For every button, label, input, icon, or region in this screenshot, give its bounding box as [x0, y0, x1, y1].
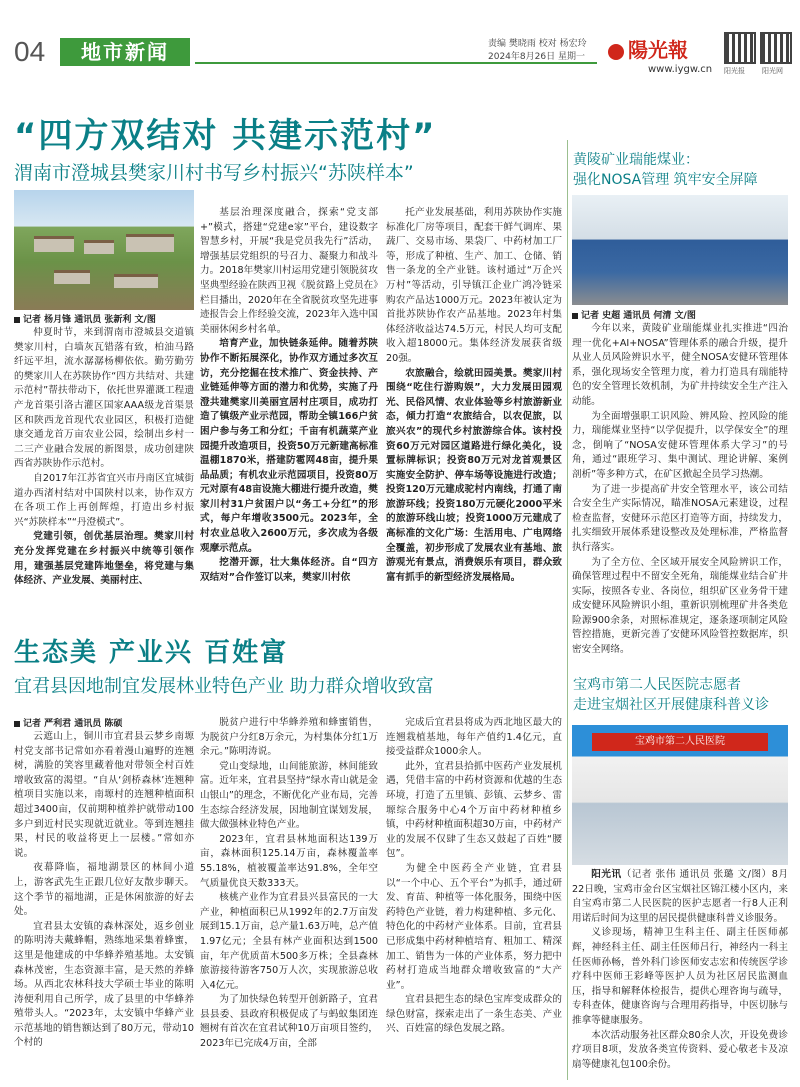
paragraph: 党建引领，创优基层治理。樊家川村充分发挥党建在乡村振兴中统等引领作用，建强基层党建阵地堡垒，将党建与集体经济、产业发展、美丽村庄、: [14, 531, 194, 587]
clinic-volunteers-photo: [572, 725, 788, 865]
qr-code-icon: [760, 32, 792, 64]
paragraph: 完成后宜君县将成为西北地区最大的连翘栽植基地，每年产值约1.4亿元，直接受益群众1000余人。: [386, 717, 562, 758]
paragraph: 宜君县把生态的绿色宝库变成群众的绿色财富，探索走出了一条生态美、产业兴、百姓富的绿色发展之路。: [386, 994, 562, 1035]
paragraph: 挖潜开源，壮大集体经济。自“四方双结对”合作签订以来，樊家川村依: [200, 557, 378, 583]
paragraph: 为全面增强职工识风险、辨风险、控风险的能力，瑞能煤业坚持“以学促提升，以学保安全”的理念，倒响了“NOSA安健环管理体系大学习”的号角，通过“跟班学习、集中测试、理论讲解、案例剖析”等多种方式，在矿区掀起全员学习热潮。: [572, 410, 788, 480]
caption-text: （记者 张伟 通讯员 张璐 文/图）8月22日晚，宝鸡市金台区宝烟社区锦江楼小区内，来自宝鸡市第二人民医院的医护志愿者一行8人正利用诺后时间为这里的居民提供健康科普义诊服务。: [572, 869, 788, 924]
story2-headline: 生态美 产业兴 百姓富: [14, 638, 289, 668]
site-url[interactable]: www.iygw.cn: [648, 64, 713, 75]
caption-prefix: 阳光讯: [591, 869, 622, 880]
paragraph: 宜君县太安镇的森林深处，返乡创业的陈明涛夫戴蜂帽，熟练地采集着蜂蜜，这里是他建成的中华蜂养殖基地。太安镇森林茂密，生态资源丰富，是天然的养蜂场。从西北农林科技大学硕士毕业的陈明涛便利用自己所学，成了县里的中华蜂养殖带头人。“2023年，太安镇中华蜂产业示范基地的销售额达到了80万元，带动10个村的: [14, 920, 194, 1049]
paragraph: [572, 868, 788, 926]
village-aerial-photo: [14, 190, 194, 310]
paragraph: 基层治理深度融合，探索“党支部+”模式，搭建“党建e家”平台，建设数字智慧乡村，开展“我是党员我先行”活动，增强基层党组织的号召力、凝聚力和战斗力。2018年樊家川村运用党建引领脱贫攻坚典型经验在陕西卫视《脱贫路上党员在》栏目播出，2020年在全省脱贫攻坚先进事迹报告会上作经验交流，2023年入选中国美丽休闲乡村名单。: [200, 207, 378, 335]
story1-headline: “四方双结对 共建示范村”: [14, 116, 437, 156]
hospital-banner: 宝鸡市第二人民医院: [592, 733, 768, 751]
story1-column-3: [386, 206, 562, 616]
paragraph: 义诊现场，精神卫生科主任、副主任医师郝辉，神经科主任、副主任医师吕行，神经内一科主任医师孙畅，普外科门诊医师安志宏和传统医学诊疗科中医师王彩峰等医护人员为社区居民监测血压，指导和解释体检报告，提供心理咨询与疏导，专科查体，健康咨询与合理用药指导，中医切脉与推拿等健康服务。: [572, 927, 788, 1026]
paragraph: 农旅融合，绘就田园美景。樊家川村围绕“吃住行游购娱”，大力发展田园观光、民俗风情、农业体验等乡村旅游新业态，倾力打造“农旅结合，以农促旅，以旅兴农”的现代乡村旅游综合体。该村投资60万元对园区道路进行绿化美化，设置标牌标识；投资80万元对龙首观景区实施安全防护、停车场等设施进行改造；投资120万元建成驼村内南线，打通了南旅游环线；投资180万元硬化2000平米的旅游环线山坡；投资1000万元建成了高标准的文化广场：生活用电、广电网络全覆盖，初步形成了发展农业有基地、旅游观光有景点，消费娱乐有项目，群众致富有抓手的新型经济发展格局。: [386, 367, 562, 583]
column-divider: [567, 140, 568, 1080]
paper-logo: 陽光報: [608, 38, 718, 62]
side2-body: [572, 868, 788, 1080]
paragraph: 党山变绿地，山间能旅游，林间能致富。近年来，宜君县坚持“绿水青山就是金山银山”的理念，不断优化产业布局，完善生态综合经济发展，因地制宜谋划发展，做大做强林业特色产业。: [200, 760, 378, 831]
qr-caption: 阳光报: [724, 67, 745, 75]
side1-body: [572, 322, 788, 662]
paragraph: 本次活动服务社区群众80余人次，开设免费诊疗项目8项，发放各类宣传资料、爱心敬老卡及凉扇等健康礼包100余份。: [572, 1029, 788, 1070]
paragraph: 为了进一步提高矿井安全管理水平，该公司结合安全生产实际情况，瞄准NOSA元素建设，过程检查监督，安健环示范区打造等方面，持续发力，扎实细致开展体系建设整改及处理标准，严格监督执行落实。: [572, 483, 788, 553]
side2-headline: 宝鸡市第二人民医院志愿者 走进宝烟社区开展健康科普义诊: [573, 677, 769, 713]
story2-column-1: [14, 730, 194, 1075]
paragraph: 培育产业，加快链条延伸。随着苏陕协作不断拓展深化，协作双方通过多次互访，充分挖掘在技术推广、资金扶持、产业链延伸等方面的潜力和优势，实施了丹澄共建樊家川美丽宜居村庄项目，成功打造了镇级产业示范园，帮助全镇166户贫困户参与务工和分红；千亩有机蔬菜产业园提升改造项目，投资50万元新建高标准温棚1870米，搭建防雹网48亩，提升果品品质；有机农业示范园项目，投资80万元对原有48亩设施大棚进行提升改造，樊家川村31户贫困户以“务工+分红”的形式，每户年增收3500元。2023年，全村农业总收入2600万元，多次成为各级观摩示范点。: [200, 338, 378, 554]
paragraph: 脱贫户进行中华蜂养殖和蜂蜜销售，为脱贫户分红8万余元，为村集体分红1万余元。”陈明涛说。: [200, 717, 378, 758]
paragraph: 为了全方位、全区域开展安全风险辨识工作，确保管理过程中不留安全死角，瑞能煤业结合矿井实际，按照各专业、各岗位，组织矿区业务骨干建成安健环风险辨识小组，重新识别梳理矿井各类危险源900余条，对照标准规定，逐条逐项制定风险管控措施，更新完善了安健环风险管控数据库，织密安全网络。: [572, 556, 788, 656]
sun-logo-icon: [608, 44, 624, 60]
paragraph: 核桃产业作为宜君县兴县富民的一大产业，种植面积已从1992年的2.7万亩发展到15.1万亩，总产量1.63万吨，总产值1.97亿元；全县有林产业面积达到1500亩，年产优质苗木500多万株；全县森林旅游接待游客750万人次，实现旅游总收入4亿元。: [200, 892, 378, 991]
section-title: 地市新闻: [60, 38, 190, 66]
paragraph: 仲夏时节，来到渭南市澄城县交道镇樊家川村，白墙灰瓦错落有致，柏油马路纤远平坦，流水潺潺杨柳依依。勤劳勤劳的樊家川人在苏陕协作“四方共结对、共建示范村”帮扶带动下，依托世界灌溉工程遗产龙首渠引洛古灌区国家AAA级龙首渠景区和陕西龙首现代农业园区，积极打造健康交通龙首万亩农业公园，绘制出乡村一二三产业融合发展的新图景，成功创建陕西省苏陕协作示范村。: [14, 327, 194, 470]
page-header: [0, 0, 800, 80]
issue-date: 2024年8月26日 星期一: [488, 52, 585, 62]
paragraph: 自2017年江苏省宜兴市丹南区宜城街道办西渚村结对中国陕村以来，协作双方在各项工作上再创辉煌，打造出乡村振兴“苏陕样本”“丹澄模式”。: [14, 472, 194, 528]
qr-caption: 阳光网: [762, 67, 783, 75]
story1-photo-caption: 记者 杨月锋 通讯员 张新利 文/图: [14, 312, 156, 325]
paragraph: 为健全中医药全产业链，宜君县以“一个中心、五个平台”为抓手，通过研发、育苗、种植等一体化服务，围绕中医药特色产业链，着力构建种植、多元化、特色化的中药材产业体系。目前，宜君县已形成集中药材种植培育、粗加工、精深加工、销售为一体的产业体系，努力把中药材打造成当地群众增收致富的“大产业”。: [386, 862, 562, 991]
story2-column-2: [200, 716, 378, 1076]
paragraph: 此外，宜君县拾抓中医药产业发展机遇，凭借丰富的中药材资源和优越的生态环境，打造了五里镇、彭镇、云梦乡、雷塬综合服务中心4个万亩中药材种植乡镇，中药材种植面积超30万亩，中药材产业的发展不仅肆了生态又鼓起了百姓“腰包”。: [386, 760, 562, 860]
story1-column-1: [14, 326, 194, 616]
qr-code-icon: [724, 32, 756, 64]
page-number: 04: [14, 36, 46, 67]
paragraph: 云遮山上，铜川市宜君县云梦乡南塬村党支部书记常如亦看着漫山遍野的连翘树，满脸的笑容里藏着他对带领全村百姓增收致富的渴望。“自从‘剑桥森林’连翘种植项目实施以来，南塬村的连翘种植面积超过3400亩，仅前期种植养护就带动100多户到近村民实现就近就业。等到连翘挂果，村民的收益将更上一层楼。”常如亦说。: [14, 731, 194, 859]
side1-caption: 记者 史超 通讯员 何清 文/图: [572, 308, 696, 321]
header-meta: [488, 38, 598, 64]
paragraph: 为了加快绿色转型开创新路子，宜君县县委、县政府积极促成了与蚂蚁集团连翘树有首次在宜君试种10万亩项目签约，2023年已完成4万亩，全部: [200, 994, 378, 1050]
side1-headline: 黄陵矿业瑞能煤业： 强化NOSA管理 筑牢安全屏障: [573, 152, 758, 188]
story2-byline: 记者 严利君 通讯员 陈硕: [14, 716, 122, 729]
story1-subheadline: 渭南市澄城县樊家川村书写乡村振兴“苏陕样本”: [14, 162, 414, 184]
mine-workers-photo: [572, 195, 788, 305]
editor-credits: 责编 樊晓雨 校对 杨宏玲: [488, 39, 587, 49]
paragraph: 今年以来，黄陵矿业瑞能煤业扎实推进“四治理一优化+AI+NOSA”管理体系的融合升级，提升从业人员风险辨识水平，健全NOSA安健环管理体系，强化现场安全管理力度，着力打造具有瑞能特色的安全管理长效机制，为矿井持续安全生产注入动能。: [572, 323, 788, 407]
paragraph: 托产业发展基础，利用苏陕协作实施标准化厂房等项目，配套干鲜气调库、果蔬厂、交易市场、果袋厂、中药材加工厂等，形成了种植、生产、加工、仓储、销售一条龙的全产业链。该村通过“万企兴万村”等活动，引导镇江企业广鸿冷链采购农产品达1000万元。2023年被认定为首批苏陕协作农产品基地。2023年村集体经济收益达74.5万元，村民人均可支配收入超18000元。集体经济发展获省级20强。: [386, 207, 562, 364]
paragraph: 2023年，宜君县林地面积达139万亩，森林面积125.14万亩，森林覆盖率55.18%，植被覆盖率达91.8%，全年空气质量优良天数333天。: [200, 833, 378, 889]
story2-column-3: [386, 716, 562, 1076]
story2-subheadline: 宜君县因地制宜发展林业特色产业 助力群众增收致富: [14, 676, 434, 697]
story1-column-2: [200, 206, 378, 616]
paragraph: 夜幕降临，福地湖景区的林间小道上，游客武先生正跟几位好友散步聊天。这个季节的福地湖，正是休闲旅游的好去处。: [14, 862, 194, 918]
